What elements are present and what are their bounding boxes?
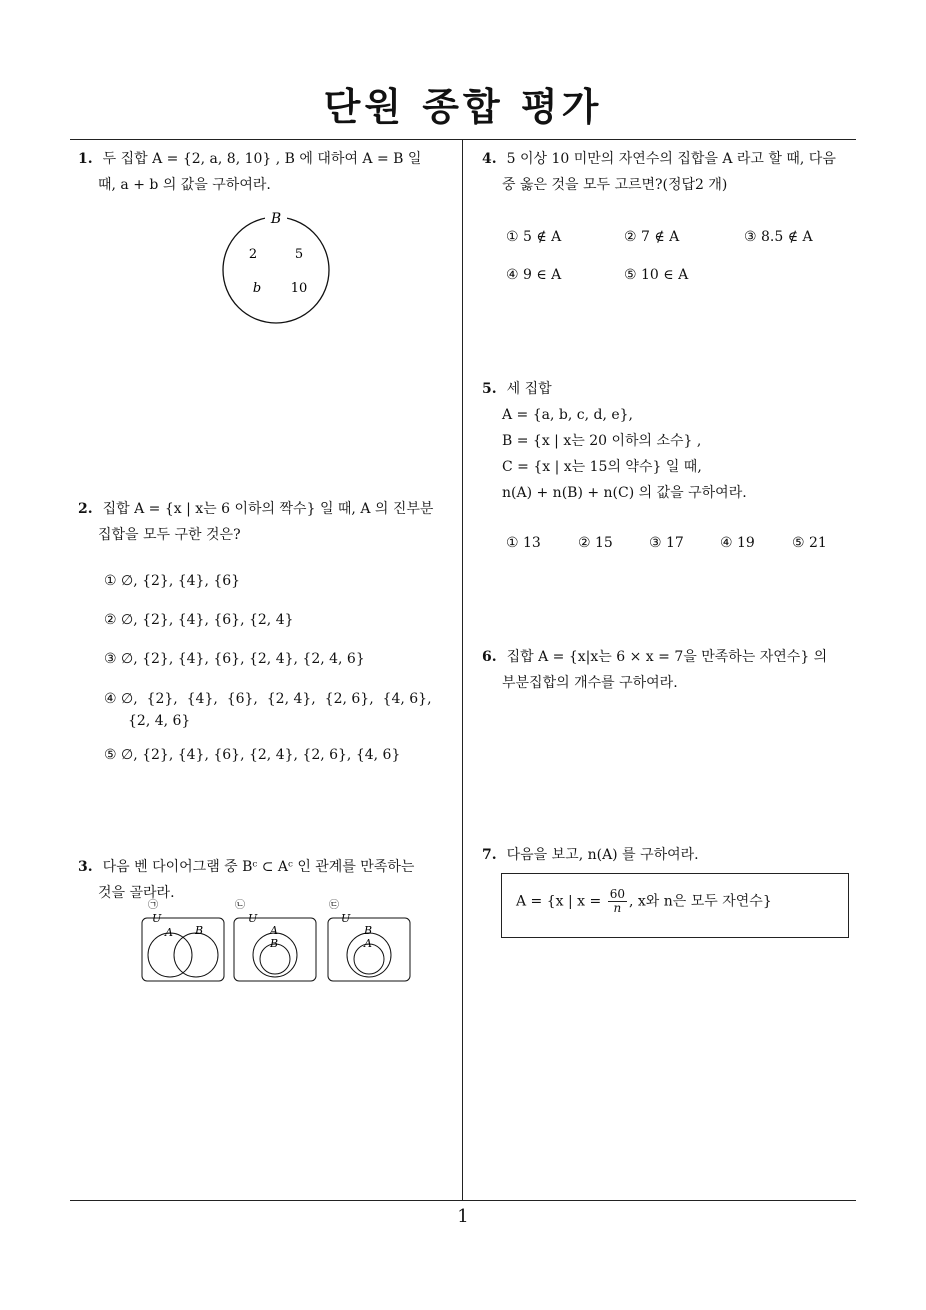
question-number: 5. [482,381,497,397]
page-number: 1 [457,1206,469,1227]
option-mark: ㉡ [235,900,245,911]
answer-option[interactable] [744,226,813,248]
option-text: 15 [595,535,613,551]
option-mark: ⑤ [792,535,805,551]
column-divider [462,139,463,1201]
question-text: 집합을 모두 구한 것은? [98,527,241,543]
option-mark: ④ [720,535,733,551]
option-text: 9 ∈ A [523,267,562,283]
set-element: 2 [248,247,258,262]
venn-diagram-b [215,208,337,328]
option-text: ∅, {2}, {4}, {6}, {2, 4}, {2, 4, 6} [121,651,365,667]
option-text: ∅, {2}, {4}, {6}, {2, 4}, {2, 6}, {4, 6} [121,747,401,763]
question-text: 집합 A = {x|x는 6 × x = 7을 만족하는 자연수} 의 [506,649,828,665]
answer-option[interactable] [506,226,561,248]
universe-box [142,918,224,981]
question-4 [482,146,862,198]
option-text: 21 [809,535,827,551]
option-mark: ① [506,535,519,551]
set-b-label: B [195,924,204,937]
set-label: B [270,211,282,227]
option-mark: ② [104,612,117,628]
definition-text: A = {x | x = [516,893,602,910]
option-text: 10 ∈ A [641,267,689,283]
option-mark: ㉠ [148,900,158,911]
option-text: ∅, {2}, {4}, {6}, {2, 4} [121,612,294,628]
option-mark: ② [578,535,591,551]
bottom-rule [70,1200,856,1201]
question-6 [482,644,862,696]
answer-option[interactable] [506,532,541,554]
option-text: 19 [737,535,755,551]
option-text: 7 ∉ A [641,229,680,245]
question-text: A = {a, b, c, d, e}, [502,407,634,423]
set-a-label: A [165,926,173,939]
set-b-circle [174,933,218,977]
answer-option[interactable] [792,532,827,554]
page-title: 단원 종합 평가 [323,85,603,129]
question-2 [78,496,458,548]
answer-option[interactable] [104,609,294,631]
option-mark: ① [104,573,117,589]
option-mark: ④ [506,267,519,283]
answer-option[interactable] [624,226,679,248]
question-number: 3. [78,859,93,875]
universe-label: U [341,912,351,925]
question-text: 부분집합의 개수를 구하여라. [502,675,678,691]
option-mark: ㉢ [329,900,339,911]
answer-option[interactable] [104,744,400,766]
option-mark: ② [624,229,637,245]
set-element: 5 [294,247,304,262]
question-text: 집합 A = {x | x는 6 이하의 짝수} 일 때, A 의 진부분 [102,501,434,517]
option-mark: ③ [104,651,117,667]
set-a-label: A [270,924,278,937]
question-number: 6. [482,649,497,665]
question-1 [78,146,458,198]
option-mark: ⑤ [104,747,117,763]
question-text: 5 이상 10 미만의 자연수의 집합을 A 라고 할 때, 다음 [506,151,836,167]
question-text: 중 옳은 것을 모두 고르면?(정답2 개) [502,177,728,193]
option-text: ∅, {2}, {4}, {6}, {2, 4}, {2, 6}, {4, 6}, [121,691,432,707]
option-mark: ③ [744,229,757,245]
answer-option[interactable] [104,688,454,732]
definition-text: , x와 n은 모두 자연수} [628,893,772,910]
definition-box [501,873,849,938]
answer-option[interactable] [578,532,613,554]
set-element: b [252,281,262,296]
set-b-label: B [270,937,279,950]
question-text: 것을 골라라. [98,885,175,901]
question-text: 다음을 보고, n(A) 를 구하여라. [506,847,699,863]
question-text: 다음 벤 다이어그램 중 Bᶜ ⊂ Aᶜ 인 관계를 만족하는 [102,859,415,875]
set-definition [516,888,772,915]
venn-option-3[interactable] [324,895,414,985]
answer-option[interactable] [506,264,561,286]
question-text: C = {x | x는 15의 약수} 일 때, [502,459,702,475]
option-mark: ③ [649,535,662,551]
question-text: 두 집합 A = {2, a, 8, 10} , B 에 대하여 A = B 일 [102,151,422,167]
venn-option-1[interactable] [138,895,228,985]
venn-option-2[interactable] [230,895,320,985]
set-element: 10 [290,281,308,296]
set-b-label: B [364,924,373,937]
fraction [608,888,627,915]
option-text: ∅, {2}, {4}, {6} [121,573,241,589]
set-a-circle [148,933,192,977]
answer-option[interactable] [104,648,365,670]
option-text: 5 ∉ A [523,229,562,245]
set-circle [223,217,329,323]
universe-label: U [248,912,258,925]
answer-option[interactable] [720,532,755,554]
question-7 [482,842,862,868]
question-5 [482,376,862,506]
answer-option[interactable] [649,532,684,554]
option-text: 17 [666,535,684,551]
question-number: 7. [482,847,497,863]
question-text: 세 집합 [506,381,552,397]
answer-option[interactable] [624,264,688,286]
fraction-denominator: n [613,901,622,915]
question-text: 때, a + b 의 값을 구하여라. [98,177,271,193]
fraction-numerator: 60 [609,887,625,901]
answer-option[interactable] [104,570,240,592]
question-number: 2. [78,501,93,517]
option-text: 8.5 ∉ A [761,229,813,245]
set-a-label: A [364,937,372,950]
question-text: B = {x | x는 20 이하의 소수} , [502,433,702,449]
option-mark: ⑤ [624,267,637,283]
question-text: n(A) + n(B) + n(C) 의 값을 구하여라. [502,485,747,501]
universe-label: U [152,912,162,925]
option-text: 13 [523,535,541,551]
question-number: 1. [78,151,93,167]
option-mark: ④ [104,691,117,707]
top-rule [70,139,856,140]
question-number: 4. [482,151,497,167]
option-text: {2, 4, 6} [128,713,191,729]
option-mark: ① [506,229,519,245]
